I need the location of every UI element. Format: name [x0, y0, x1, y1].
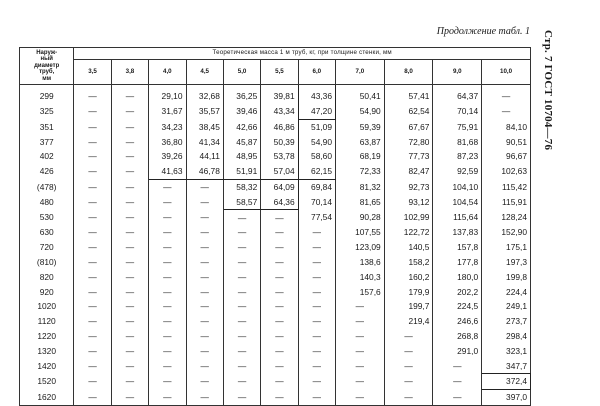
mass-cell: — — [111, 374, 148, 390]
mass-cell: — — [111, 225, 148, 240]
mass-cell: — — [384, 344, 433, 359]
table-row — [20, 225, 531, 240]
mass-cell: — — [149, 314, 186, 329]
mass-cell: — — [149, 374, 186, 390]
mass-cell: — — [111, 149, 148, 164]
mass-cell: — — [74, 134, 111, 149]
mass-cell: — — [111, 104, 148, 119]
mass-cell: — — [74, 85, 111, 104]
wall-thickness-header-row — [20, 60, 531, 85]
mass-cell: 202,2 — [433, 284, 482, 299]
mass-cell: 51,91 — [223, 164, 260, 179]
table-row — [20, 314, 531, 329]
mass-cell: — — [336, 299, 385, 314]
mass-cell: 122,72 — [384, 225, 433, 240]
mass-cell: 50,41 — [336, 85, 385, 104]
table-row — [20, 85, 531, 104]
mass-cell: 160,2 — [384, 270, 433, 285]
mass-cell: 31,67 — [149, 104, 186, 119]
mass-cell: — — [336, 374, 385, 390]
mass-cell: — — [186, 374, 223, 390]
mass-cell: 81,65 — [336, 195, 385, 210]
table-row — [20, 284, 531, 299]
mass-cell: — — [482, 104, 531, 119]
mass-cell: — — [149, 358, 186, 373]
mass-cell: — — [298, 299, 335, 314]
mass-cell: — — [149, 210, 186, 225]
mass-cell: — — [186, 195, 223, 210]
mass-cell: 36,80 — [149, 134, 186, 149]
mass-cell: — — [223, 284, 260, 299]
mass-cell: — — [298, 270, 335, 285]
mass-cell: 48,95 — [223, 149, 260, 164]
corner-line: труб, — [39, 69, 55, 76]
mass-cell: — — [298, 329, 335, 344]
wall-thickness-header: 4,0 — [149, 60, 186, 85]
outer-diameter-cell: 351 — [20, 119, 74, 134]
mass-cell: 63,87 — [336, 134, 385, 149]
mass-cell: — — [74, 255, 111, 270]
outer-diameter-cell: 377 — [20, 134, 74, 149]
table-row — [20, 299, 531, 314]
mass-cell: 68,19 — [336, 149, 385, 164]
table-row — [20, 270, 531, 285]
mass-cell: — — [336, 389, 385, 405]
wall-thickness-header: 3,5 — [74, 60, 111, 85]
mass-cell: — — [74, 119, 111, 134]
mass-cell: — — [261, 284, 298, 299]
mass-cell: — — [186, 358, 223, 373]
mass-cell: — — [74, 240, 111, 255]
wall-thickness-header: 6,0 — [298, 60, 335, 85]
mass-cell: 57,04 — [261, 164, 298, 179]
mass-cell: 41,34 — [186, 134, 223, 149]
mass-cell: 64,37 — [433, 85, 482, 104]
mass-cell: 59,39 — [336, 119, 385, 134]
mass-cell: — — [261, 210, 298, 225]
mass-cell: 157,6 — [336, 284, 385, 299]
outer-diameter-cell: (810) — [20, 255, 74, 270]
table-body — [20, 85, 531, 406]
mass-cell: — — [74, 314, 111, 329]
table-row — [20, 358, 531, 373]
mass-cell: 41,63 — [149, 164, 186, 179]
mass-cell: 102,99 — [384, 210, 433, 225]
wall-thickness-header: 4,5 — [186, 60, 223, 85]
standard-reference: Стр. 7 ГОСТ 10704—76 — [542, 30, 554, 151]
mass-cell: 397,0 — [482, 389, 531, 405]
outer-diameter-cell: 1220 — [20, 329, 74, 344]
outer-diameter-cell: 1120 — [20, 314, 74, 329]
mass-cell: — — [74, 179, 111, 194]
mass-cell: — — [111, 358, 148, 373]
mass-cell: — — [336, 358, 385, 373]
mass-cell: 70,14 — [433, 104, 482, 119]
mass-cell: 70,14 — [298, 195, 335, 210]
mass-cell: 77,54 — [298, 210, 335, 225]
mass-cell: — — [384, 358, 433, 373]
mass-cell: 291,0 — [433, 344, 482, 359]
mass-cell: — — [223, 358, 260, 373]
mass-cell: — — [298, 240, 335, 255]
mass-cell: — — [149, 284, 186, 299]
mass-cell: — — [298, 225, 335, 240]
mass-cell: — — [223, 344, 260, 359]
mass-cell: — — [336, 344, 385, 359]
mass-cell: 298,4 — [482, 329, 531, 344]
mass-cell: — — [74, 358, 111, 373]
mass-cell: 42,66 — [223, 119, 260, 134]
mass-cell: — — [111, 164, 148, 179]
outer-diameter-cell: 1320 — [20, 344, 74, 359]
mass-cell: — — [111, 344, 148, 359]
mass-cell: 246,6 — [433, 314, 482, 329]
mass-cell: — — [186, 314, 223, 329]
mass-cell: 58,32 — [223, 179, 260, 194]
mass-cell: 64,36 — [261, 195, 298, 210]
mass-cell: — — [186, 210, 223, 225]
mass-cell: 72,80 — [384, 134, 433, 149]
mass-cell: — — [336, 314, 385, 329]
mass-cell: 47,20 — [298, 104, 335, 119]
table-row — [20, 329, 531, 344]
mass-cell: — — [223, 225, 260, 240]
table-row — [20, 240, 531, 255]
mass-cell: — — [261, 299, 298, 314]
mass-cell: 81,32 — [336, 179, 385, 194]
mass-cell: 46,86 — [261, 119, 298, 134]
mass-cell: — — [384, 389, 433, 405]
mass-cell: — — [261, 270, 298, 285]
mass-cell: 158,2 — [384, 255, 433, 270]
mass-cell: 29,10 — [149, 85, 186, 104]
mass-cell: — — [111, 240, 148, 255]
mass-cell: — — [149, 179, 186, 194]
mass-cell: — — [261, 314, 298, 329]
mass-cell: 107,55 — [336, 225, 385, 240]
mass-cell: — — [384, 374, 433, 390]
mass-cell: 199,7 — [384, 299, 433, 314]
mass-cell: — — [223, 374, 260, 390]
wall-thickness-header: 7,0 — [336, 60, 385, 85]
mass-cell: 57,41 — [384, 85, 433, 104]
mass-cell: 199,8 — [482, 270, 531, 285]
mass-cell: — — [74, 164, 111, 179]
outer-diameter-cell: 426 — [20, 164, 74, 179]
mass-cell: — — [482, 85, 531, 104]
mass-cell: 62,54 — [384, 104, 433, 119]
mass-cell: — — [261, 389, 298, 405]
mass-cell: 157,8 — [433, 240, 482, 255]
table-continuation-caption: Продолжение табл. 1 — [436, 26, 530, 37]
mass-cell: — — [261, 344, 298, 359]
mass-cell: — — [111, 195, 148, 210]
mass-cell: 90,51 — [482, 134, 531, 149]
mass-cell: 32,68 — [186, 85, 223, 104]
mass-cell: — — [149, 195, 186, 210]
mass-cell: 137,83 — [433, 225, 482, 240]
mass-cell: 104,54 — [433, 195, 482, 210]
wall-thickness-header: 5,0 — [223, 60, 260, 85]
mass-cell: — — [149, 255, 186, 270]
mass-cell: — — [298, 255, 335, 270]
mass-cell: 34,23 — [149, 119, 186, 134]
mass-cell: 372,4 — [482, 374, 531, 390]
mass-cell: — — [111, 255, 148, 270]
mass-cell: — — [186, 284, 223, 299]
mass-cell: — — [186, 255, 223, 270]
mass-cell: — — [74, 329, 111, 344]
mass-cell: 39,26 — [149, 149, 186, 164]
mass-cell: — — [111, 284, 148, 299]
wall-thickness-header: 3,8 — [111, 60, 148, 85]
corner-line: ный — [40, 56, 53, 63]
mass-cell: — — [261, 329, 298, 344]
mass-cell: — — [74, 104, 111, 119]
mass-cell: — — [298, 344, 335, 359]
outer-diameter-cell: 530 — [20, 210, 74, 225]
mass-cell: 62,15 — [298, 164, 335, 179]
mass-cell: 69,84 — [298, 179, 335, 194]
pipe-mass-table — [19, 47, 531, 406]
mass-cell: — — [186, 389, 223, 405]
mass-cell: — — [298, 358, 335, 373]
mass-cell: 72,33 — [336, 164, 385, 179]
mass-cell: 140,5 — [384, 240, 433, 255]
mass-cell: 115,64 — [433, 210, 482, 225]
outer-diameter-cell: 1620 — [20, 389, 74, 405]
mass-cell: 38,45 — [186, 119, 223, 134]
mass-cell: — — [149, 329, 186, 344]
mass-cell: — — [223, 240, 260, 255]
mass-cell: — — [298, 284, 335, 299]
table-row — [20, 149, 531, 164]
table-row — [20, 374, 531, 390]
mass-cell: — — [111, 85, 148, 104]
mass-cell: 44,11 — [186, 149, 223, 164]
mass-cell: 102,63 — [482, 164, 531, 179]
mass-cell: 152,90 — [482, 225, 531, 240]
mass-cell: 84,10 — [482, 119, 531, 134]
table-row — [20, 119, 531, 134]
outer-diameter-cell: 325 — [20, 104, 74, 119]
mass-cell: — — [223, 299, 260, 314]
mass-cell: — — [261, 225, 298, 240]
mass-cell: — — [186, 344, 223, 359]
table-row — [20, 134, 531, 149]
mass-cell: 39,46 — [223, 104, 260, 119]
mass-cell: — — [298, 314, 335, 329]
table-row — [20, 344, 531, 359]
mass-cell: — — [149, 389, 186, 405]
mass-cell: 87,23 — [433, 149, 482, 164]
mass-span-header: Теоретическая масса 1 м труб, кг, при толщине стенки, мм — [74, 48, 531, 60]
table-row — [20, 210, 531, 225]
wall-thickness-header: 10,0 — [482, 60, 531, 85]
mass-cell: — — [74, 210, 111, 225]
mass-cell: — — [149, 225, 186, 240]
mass-cell: — — [74, 374, 111, 390]
mass-cell: 115,42 — [482, 179, 531, 194]
mass-cell: 51,09 — [298, 119, 335, 134]
mass-cell: 175,1 — [482, 240, 531, 255]
mass-cell: 347,7 — [482, 358, 531, 373]
mass-cell: — — [186, 225, 223, 240]
outer-diameter-cell: 402 — [20, 149, 74, 164]
mass-cell: 58,60 — [298, 149, 335, 164]
outer-diameter-cell: 820 — [20, 270, 74, 285]
mass-cell: — — [111, 270, 148, 285]
mass-cell: 35,57 — [186, 104, 223, 119]
mass-cell: 140,3 — [336, 270, 385, 285]
wall-thickness-header: 9,0 — [433, 60, 482, 85]
mass-cell: — — [111, 119, 148, 134]
mass-cell: 36,25 — [223, 85, 260, 104]
mass-cell: — — [223, 270, 260, 285]
mass-cell: 249,1 — [482, 299, 531, 314]
mass-cell: — — [261, 374, 298, 390]
mass-cell: — — [111, 179, 148, 194]
mass-cell: — — [261, 358, 298, 373]
mass-cell: — — [111, 329, 148, 344]
mass-cell: — — [384, 329, 433, 344]
mass-cell: — — [149, 270, 186, 285]
mass-cell: — — [74, 195, 111, 210]
table-row — [20, 255, 531, 270]
corner-line: Наруж- — [36, 49, 58, 56]
outer-diameter-cell: 630 — [20, 225, 74, 240]
mass-cell: 75,91 — [433, 119, 482, 134]
table-row — [20, 164, 531, 179]
mass-cell: 177,8 — [433, 255, 482, 270]
mass-cell: — — [74, 299, 111, 314]
outer-diameter-cell: 920 — [20, 284, 74, 299]
mass-cell: 115,91 — [482, 195, 531, 210]
mass-cell: — — [223, 329, 260, 344]
mass-cell: 92,73 — [384, 179, 433, 194]
mass-cell: 77,73 — [384, 149, 433, 164]
mass-cell: — — [186, 270, 223, 285]
page-side-header — [538, 30, 578, 220]
mass-cell: 54,90 — [336, 104, 385, 119]
mass-cell: — — [111, 314, 148, 329]
mass-cell: — — [74, 344, 111, 359]
outer-diameter-cell: 1420 — [20, 358, 74, 373]
mass-cell: — — [186, 299, 223, 314]
mass-cell: — — [111, 299, 148, 314]
mass-cell: — — [149, 240, 186, 255]
mass-cell: 96,67 — [482, 149, 531, 164]
mass-cell: — — [74, 149, 111, 164]
mass-cell: — — [223, 255, 260, 270]
wall-thickness-header: 5,5 — [261, 60, 298, 85]
mass-cell: 128,24 — [482, 210, 531, 225]
wall-thickness-header: 8,0 — [384, 60, 433, 85]
mass-cell: — — [223, 314, 260, 329]
mass-cell: — — [223, 210, 260, 225]
mass-cell: — — [149, 344, 186, 359]
mass-cell: 219,4 — [384, 314, 433, 329]
mass-cell: — — [74, 284, 111, 299]
outer-diameter-cell: (478) — [20, 179, 74, 194]
mass-cell: 39,81 — [261, 85, 298, 104]
mass-cell: 323,1 — [482, 344, 531, 359]
table-row — [20, 104, 531, 119]
mass-cell: 67,67 — [384, 119, 433, 134]
mass-cell: — — [261, 255, 298, 270]
outer-diameter-cell: 480 — [20, 195, 74, 210]
mass-cell: 45,87 — [223, 134, 260, 149]
mass-cell: 179,9 — [384, 284, 433, 299]
mass-cell: 93,12 — [384, 195, 433, 210]
mass-cell: 53,78 — [261, 149, 298, 164]
mass-cell: — — [111, 210, 148, 225]
mass-cell: 81,68 — [433, 134, 482, 149]
mass-cell: — — [111, 134, 148, 149]
outer-diameter-header — [20, 48, 74, 85]
corner-line: мм — [42, 75, 52, 82]
mass-cell: 58,57 — [223, 195, 260, 210]
mass-cell: — — [433, 374, 482, 390]
mass-cell: 43,36 — [298, 85, 335, 104]
table-row — [20, 195, 531, 210]
mass-cell: — — [336, 329, 385, 344]
mass-cell: — — [298, 389, 335, 405]
mass-cell: — — [111, 389, 148, 405]
mass-cell: 197,3 — [482, 255, 531, 270]
mass-cell: — — [149, 299, 186, 314]
mass-cell: 123,09 — [336, 240, 385, 255]
mass-cell: 138,6 — [336, 255, 385, 270]
mass-cell: — — [223, 389, 260, 405]
table-row — [20, 179, 531, 194]
outer-diameter-cell: 1520 — [20, 374, 74, 390]
mass-cell: — — [186, 240, 223, 255]
mass-cell: 273,7 — [482, 314, 531, 329]
mass-cell: — — [74, 270, 111, 285]
mass-cell: — — [74, 389, 111, 405]
mass-cell: 104,10 — [433, 179, 482, 194]
mass-cell: 64,09 — [261, 179, 298, 194]
mass-cell: 224,4 — [482, 284, 531, 299]
mass-cell: 180,0 — [433, 270, 482, 285]
outer-diameter-cell: 720 — [20, 240, 74, 255]
mass-cell: 90,28 — [336, 210, 385, 225]
mass-cell: 224,5 — [433, 299, 482, 314]
mass-cell: — — [186, 329, 223, 344]
mass-cell: 54,90 — [298, 134, 335, 149]
mass-cell: 268,8 — [433, 329, 482, 344]
mass-cell: 82,47 — [384, 164, 433, 179]
mass-cell: 43,34 — [261, 104, 298, 119]
mass-cell: — — [433, 358, 482, 373]
outer-diameter-cell: 1020 — [20, 299, 74, 314]
mass-cell: — — [261, 240, 298, 255]
mass-cell: — — [186, 179, 223, 194]
mass-cell: 46,78 — [186, 164, 223, 179]
corner-line: диаметр — [34, 62, 60, 69]
outer-diameter-cell: 299 — [20, 85, 74, 104]
mass-cell: — — [433, 389, 482, 405]
mass-cell: 92,59 — [433, 164, 482, 179]
mass-cell: — — [298, 374, 335, 390]
mass-cell: — — [74, 225, 111, 240]
mass-cell: 50,39 — [261, 134, 298, 149]
